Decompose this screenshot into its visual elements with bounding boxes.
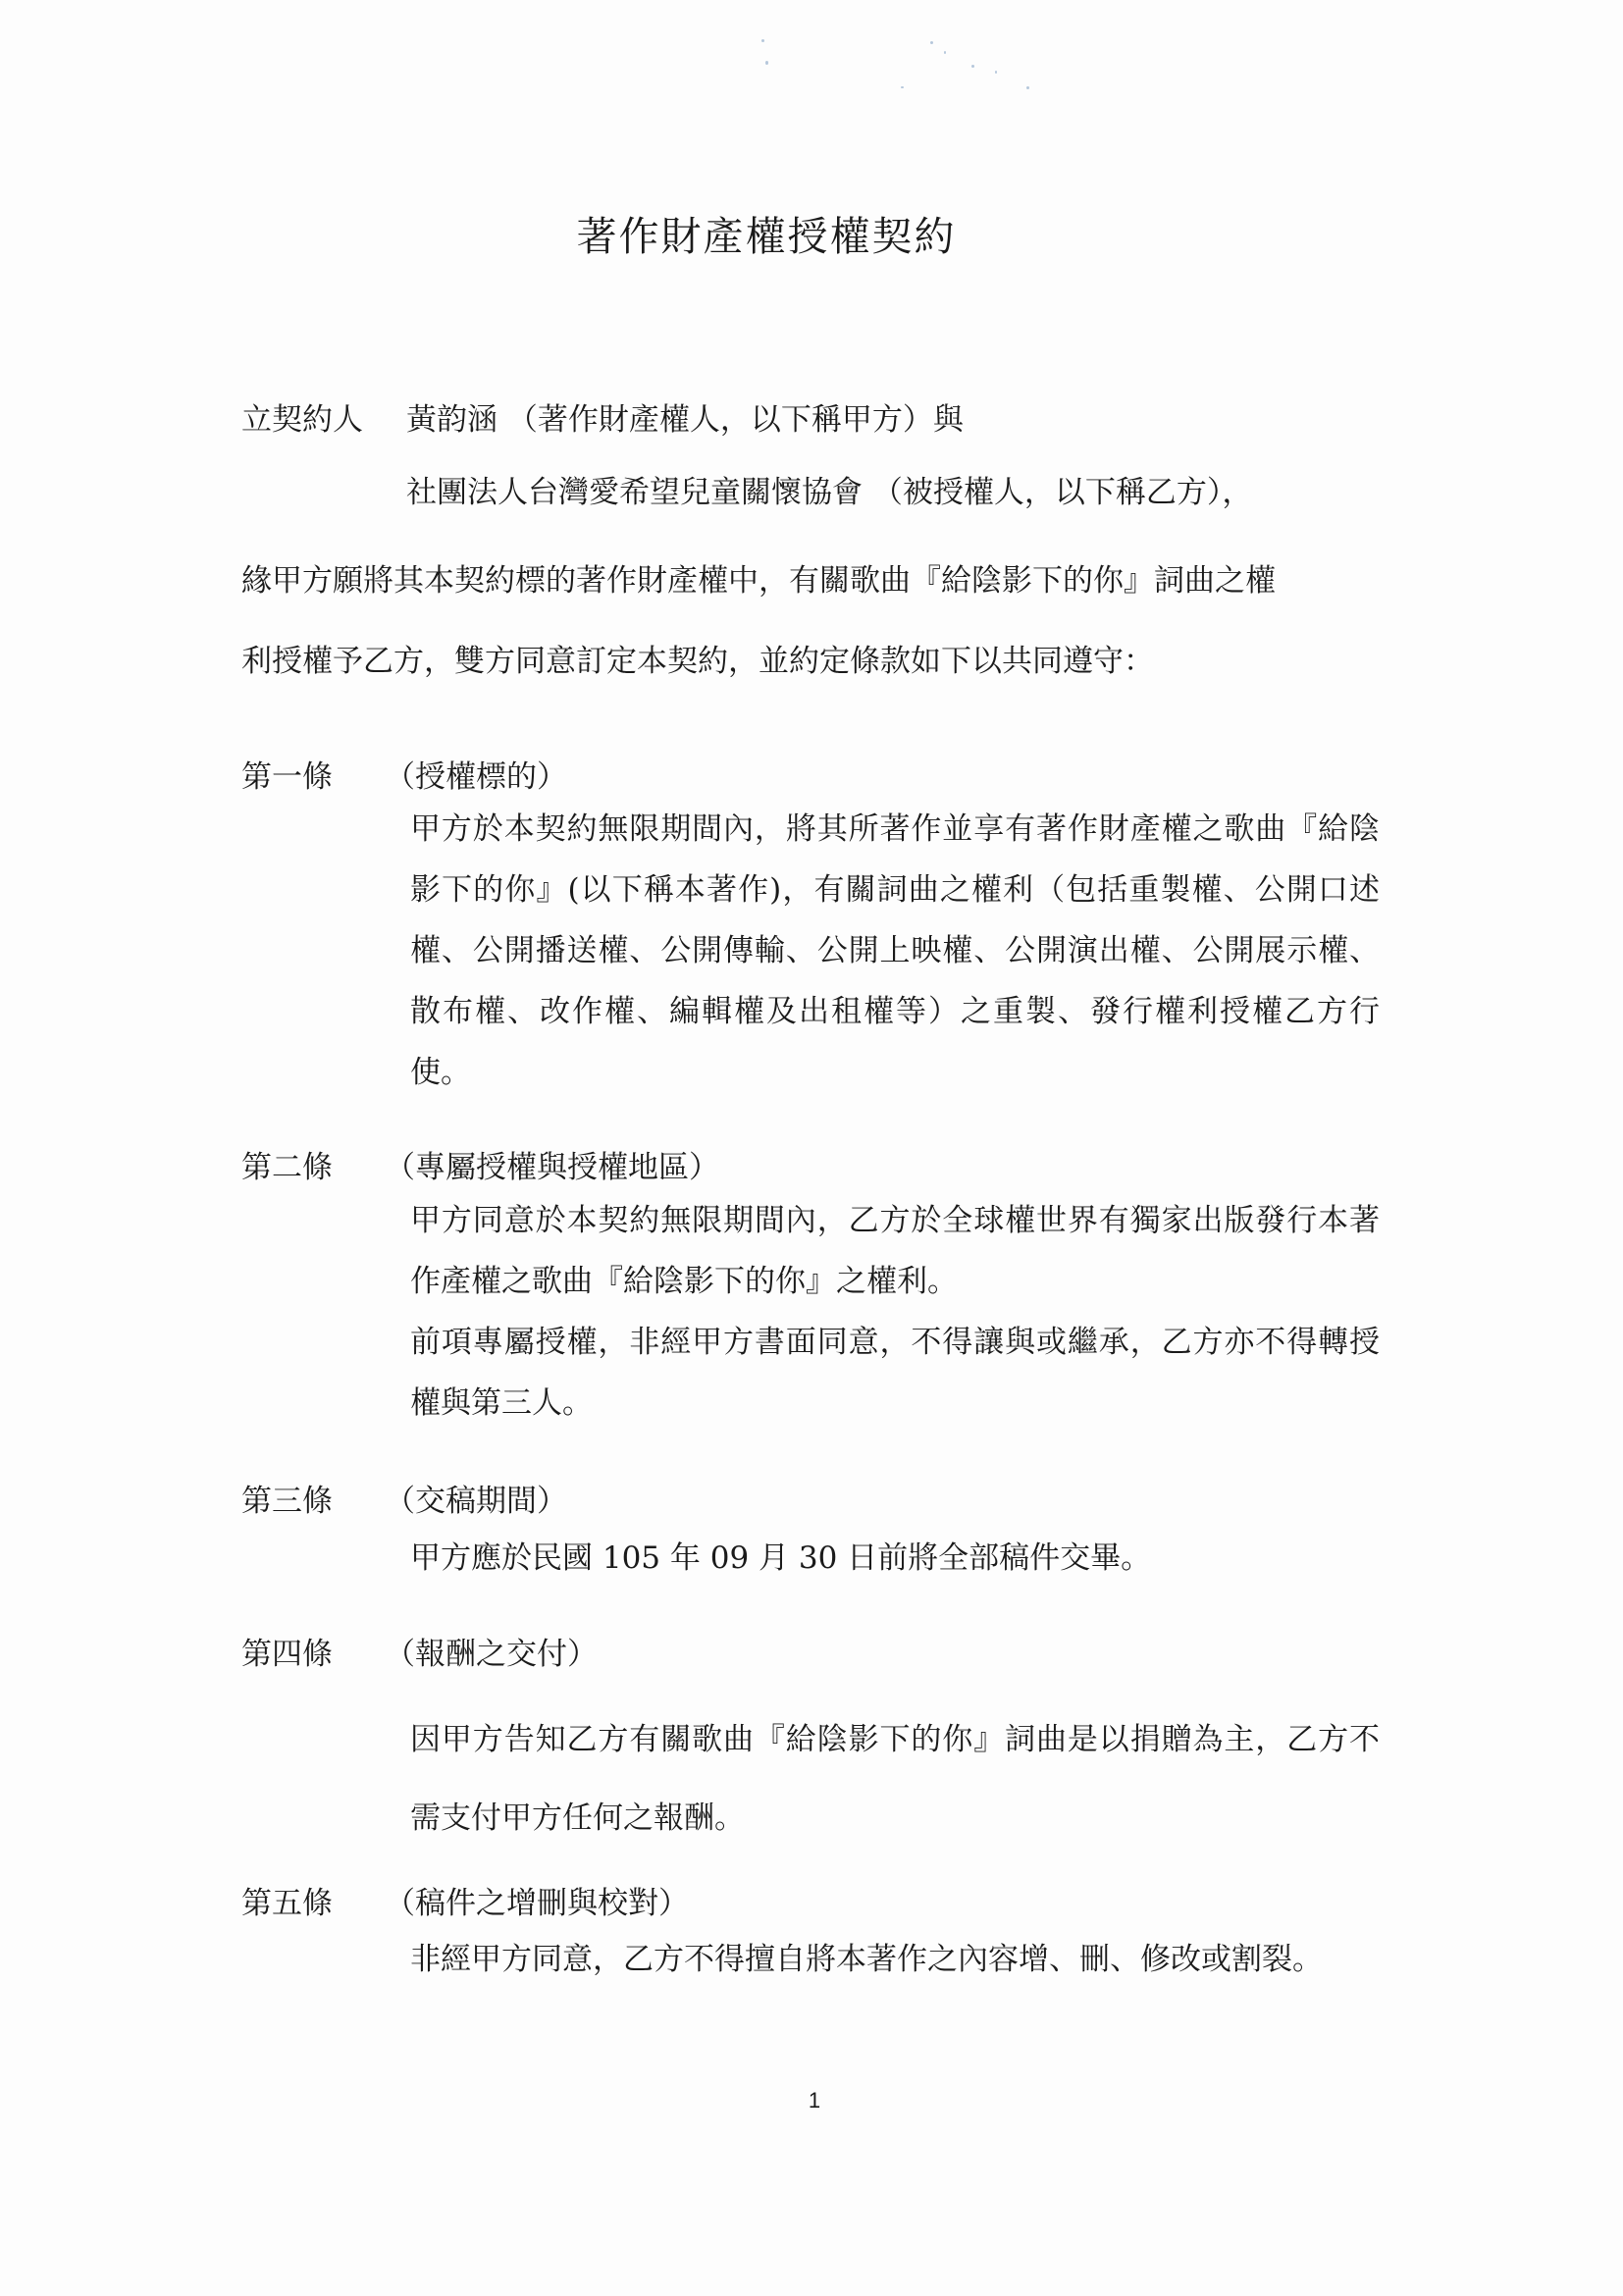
article-2-heading: （專屬授權與授權地區） xyxy=(385,1150,719,1185)
article-4-body xyxy=(410,1700,1380,1857)
article-1-paragraph-1: 甲方於本契約無限期間內，將其所著作並享有著作財產權之歌曲『給陰影下的你』(以下稱本著作)，有關詞曲之權利（包括重製權、公開口述權、公開播送權、公開傳輸、公開上映權、公開演出權、公開展示權、散布權、改作權、編輯權及出租權等）之重製、發行權利授權乙方行使。 xyxy=(410,811,1380,1090)
article-5-number: 第五條 xyxy=(241,1886,333,1921)
article-3-heading: （交稿期間） xyxy=(385,1484,567,1519)
parties-label: 立契約人 xyxy=(241,402,363,438)
article-2-body xyxy=(410,1190,1380,1434)
party-b: 社團法人台灣愛希望兒童關懷協會 （被授權人，以下稱乙方）， xyxy=(406,475,1253,510)
article-5-paragraph-1: 非經甲方同意，乙方不得擅自將本著作之內容增、刪、修改或割裂。 xyxy=(410,1942,1323,1977)
article-1-heading: （授權標的） xyxy=(385,759,567,795)
scan-speck xyxy=(1026,86,1029,89)
page-number: 1 xyxy=(808,2088,821,2113)
article-1-number: 第一條 xyxy=(241,759,333,795)
article-3-paragraph-1: 甲方應於民國 105 年 09 月 30 日前將全部稿件交畢。 xyxy=(410,1540,1152,1576)
article-4-heading: （報酬之交付） xyxy=(385,1637,598,1672)
party-a: 黃韵涵 （著作財產權人，以下稱甲方）與 xyxy=(406,402,964,438)
article-4-number: 第四條 xyxy=(241,1637,333,1672)
article-5-body xyxy=(410,1929,1380,1990)
preamble-line-1: 緣甲方願將其本契約標的著作財產權中，有關歌曲『給陰影下的你』詞曲之權 xyxy=(241,563,1276,599)
article-1-body xyxy=(410,799,1380,1103)
scan-speck xyxy=(930,41,933,44)
scan-speck xyxy=(761,39,764,42)
scan-speck xyxy=(901,86,904,88)
article-4-paragraph-1: 因甲方告知乙方有關歌曲『給陰影下的你』詞曲是以捐贈為主，乙方不需支付甲方任何之報酬。 xyxy=(410,1722,1380,1836)
preamble-line-2: 利授權予乙方，雙方同意訂定本契約，並約定條款如下以共同遵守： xyxy=(241,644,1154,679)
article-5-heading: （稿件之增刪與校對） xyxy=(385,1886,689,1921)
article-2-paragraph-2: 前項專屬授權，非經甲方書面同意，不得讓與或繼承，乙方亦不得轉授權與第三人。 xyxy=(410,1325,1380,1421)
scan-speck xyxy=(765,61,768,65)
article-3-body xyxy=(410,1528,1380,1589)
scan-speck xyxy=(971,65,974,68)
scan-speck xyxy=(944,51,946,54)
scan-speck xyxy=(995,71,997,74)
article-2-number: 第二條 xyxy=(241,1150,333,1185)
article-3-number: 第三條 xyxy=(241,1484,333,1519)
article-2-paragraph-1: 甲方同意於本契約無限期間內，乙方於全球權世界有獨家出版發行本著作產權之歌曲『給陰影下的你』之權利。 xyxy=(410,1203,1380,1299)
document-title: 著作財產權授權契約 xyxy=(576,213,957,260)
